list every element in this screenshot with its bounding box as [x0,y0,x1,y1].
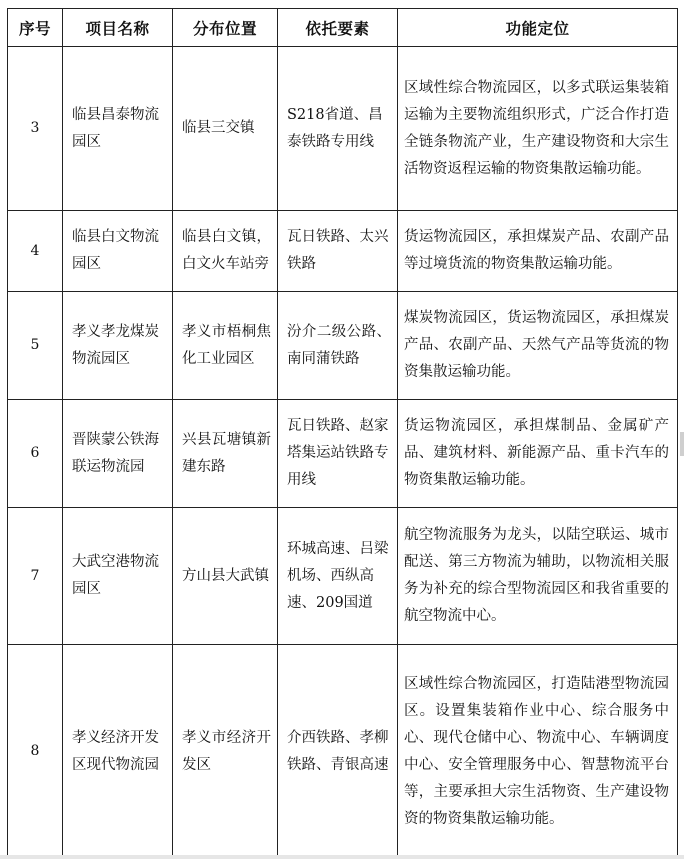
row-index: 6 [8,400,63,508]
location: 临县白文镇，白文火车站旁 [173,211,278,292]
scroll-edge-marker [680,432,684,456]
table-header-row [8,9,678,47]
logistics-park-table [7,8,678,859]
location: 孝义市梧桐焦化工业园区 [173,292,278,400]
location: 孝义市经济开发区 [173,645,278,859]
basis: 环城高速、吕梁机场、西纵高速、209国道 [278,508,398,645]
basis: S218省道、昌泰铁路专用线 [278,47,398,211]
table-row [8,292,678,400]
function: 区域性综合物流园区，以多式联运集装箱运输为主要物流组织形式，广泛合作打造全链条物流产业，生产建设物资和大宗生活物资返程运输的物资集散运输功能。 [398,47,678,211]
header-basis: 依托要素 [278,9,398,47]
row-index: 4 [8,211,63,292]
project-name: 临县白文物流园区 [63,211,173,292]
row-index: 3 [8,47,63,211]
row-index: 5 [8,292,63,400]
table-row [8,400,678,508]
location: 临县三交镇 [173,47,278,211]
location: 方山县大武镇 [173,508,278,645]
basis: 汾介二级公路、南同蒲铁路 [278,292,398,400]
location: 兴县瓦塘镇新建东路 [173,400,278,508]
row-index: 8 [8,645,63,859]
function: 区域性综合物流园区，打造陆港型物流园区。设置集装箱作业中心、综合服务中心、现代仓储中心、物流中心、车辆调度中心、安全管理服务中心、智慧物流平台等，主要承担大宗生活物资、生产建设物资的物资集散运输功能。 [398,645,678,859]
project-name: 晋陕蒙公铁海联运物流园 [63,400,173,508]
project-name: 大武空港物流园区 [63,508,173,645]
basis: 瓦日铁路、赵家塔集运站铁路专用线 [278,400,398,508]
project-name: 临县昌泰物流园区 [63,47,173,211]
function: 煤炭物流园区，货运物流园区，承担煤炭产品、农副产品、天然气产品等货流的物资集散运输功能。 [398,292,678,400]
function: 航空物流服务为龙头，以陆空联运、城市配送、第三方物流为辅助，以物流相关服务为补充的综合型物流园区和我省重要的航空物流中心。 [398,508,678,645]
bottom-edge-strip [0,855,684,859]
table-row [8,508,678,645]
header-index: 序号 [8,9,63,47]
table-row [8,47,678,211]
header-function: 功能定位 [398,9,678,47]
function: 货运物流园区，承担煤炭产品、农副产品等过境货流的物资集散运输功能。 [398,211,678,292]
table-row [8,645,678,859]
basis: 介西铁路、孝柳铁路、青银高速 [278,645,398,859]
table-row [8,211,678,292]
header-project-name: 项目名称 [63,9,173,47]
project-name: 孝义经济开发区现代物流园 [63,645,173,859]
function: 货运物流园区，承担煤制品、金属矿产品、建筑材料、新能源产品、重卡汽车的物资集散运输功能。 [398,400,678,508]
header-location: 分布位置 [173,9,278,47]
project-name: 孝义孝龙煤炭物流园区 [63,292,173,400]
basis: 瓦日铁路、太兴铁路 [278,211,398,292]
row-index: 7 [8,508,63,645]
